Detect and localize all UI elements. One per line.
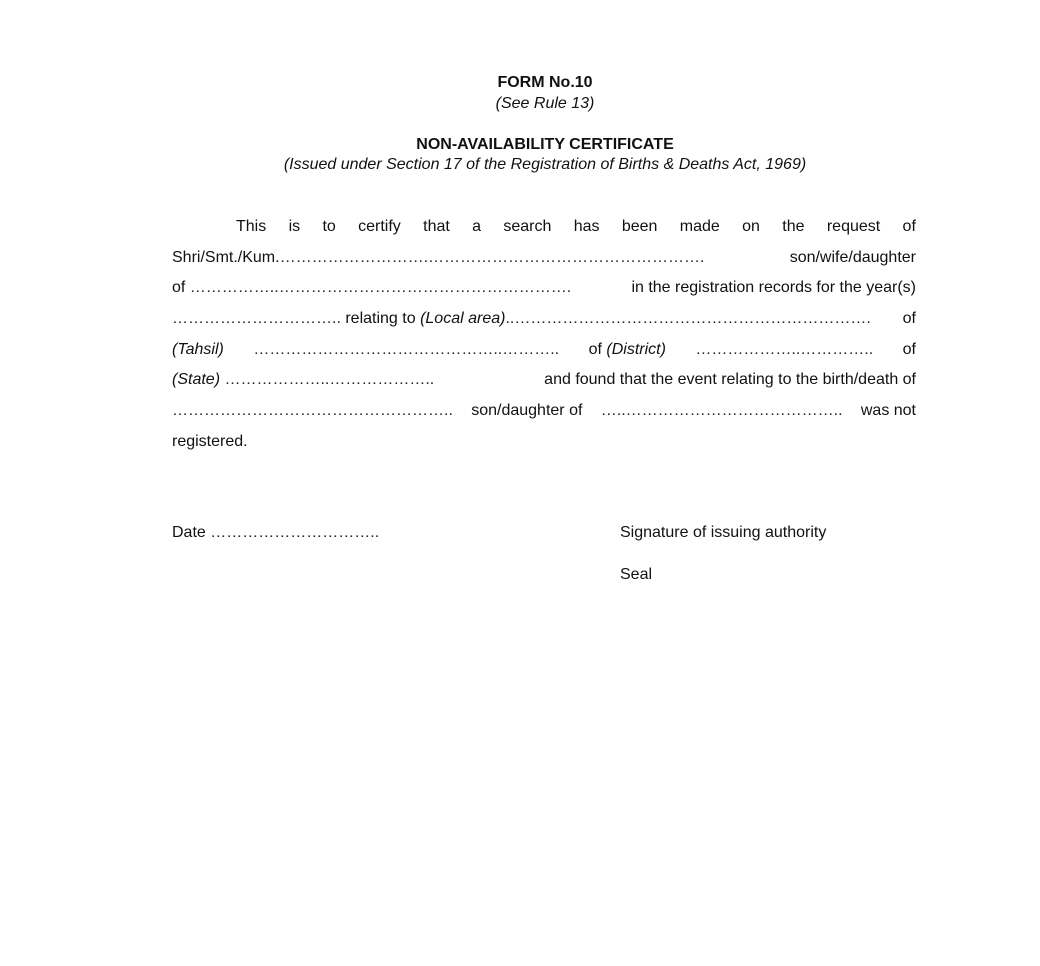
local-area-label: (Local area) [420,310,506,328]
word: made [679,218,720,235]
body-line-3 [172,278,916,309]
signature-label: Signature of issuing authority [620,524,827,541]
parent-name-blank: ……………..………………………………………………. [189,279,572,297]
son-daughter-text: son/daughter [471,402,565,420]
word: the [782,218,805,235]
tahsil-label: (Tahsil) [172,340,224,358]
of-label: of [172,279,186,297]
seal-label: Seal [620,566,653,583]
certificate-title: NON-AVAILABILITY CERTIFICATE [416,136,674,153]
body-line-1 [172,217,916,248]
body-line-4 [172,309,916,340]
word: has [573,218,600,235]
child-name-blank: …………………………………………….. [172,402,453,420]
registered-text: registered. [172,432,248,450]
of-text: of [588,340,602,358]
local-area-blank: ..…………………………………………………………. [505,310,871,328]
of-text: of [902,340,916,358]
form-number: FORM No.10 [497,74,593,91]
date-blank: ………………………….. [210,524,380,541]
body-line-7 [172,401,916,432]
name-blank: ……………………….……………………………………………. [279,248,705,266]
parent-blank: …..………………………………….. [600,402,843,420]
certificate-subtitle: (Issued under Section 17 of the Registration of Births & Deaths Act, 1969) [283,156,807,173]
event-text: and found that the event relating to the birth/death of [544,371,916,389]
state-blank: ………………..……………….. [224,371,435,389]
tahsil-blank: ………………………………………..……….. [253,340,560,358]
date-field [172,524,379,542]
word: been [621,218,658,235]
relating-to-text: relating to [345,310,416,328]
body-line-5 [172,340,916,371]
registration-records-text: in the registration records for the year(s) [631,279,916,297]
was-not-text: was not [860,402,916,420]
body-line-8 [172,432,916,463]
word: to [322,218,336,235]
of-text: of [569,402,583,420]
word: of [902,218,916,235]
body-line-6 [172,370,916,401]
word: request [826,218,881,235]
word: is [288,218,301,235]
relation-label: son/wife/daughter [789,248,916,266]
word: certify [358,218,401,235]
word: search [503,218,552,235]
certificate-body [172,217,916,463]
state-label: (State) [172,371,221,389]
word: a [472,218,482,235]
district-label: (District) [606,340,666,358]
date-label: Date [172,524,206,541]
body-line-2 [172,248,916,279]
word: This [236,218,267,235]
district-blank: ………………..………….. [695,340,874,358]
rule-reference: (See Rule 13) [495,95,595,112]
name-label: Shri/Smt./Kum. [172,248,280,266]
year-blank: ………………………….. [172,310,341,328]
word: that [423,218,450,235]
word: on [742,218,760,235]
of-text: of [902,310,916,328]
